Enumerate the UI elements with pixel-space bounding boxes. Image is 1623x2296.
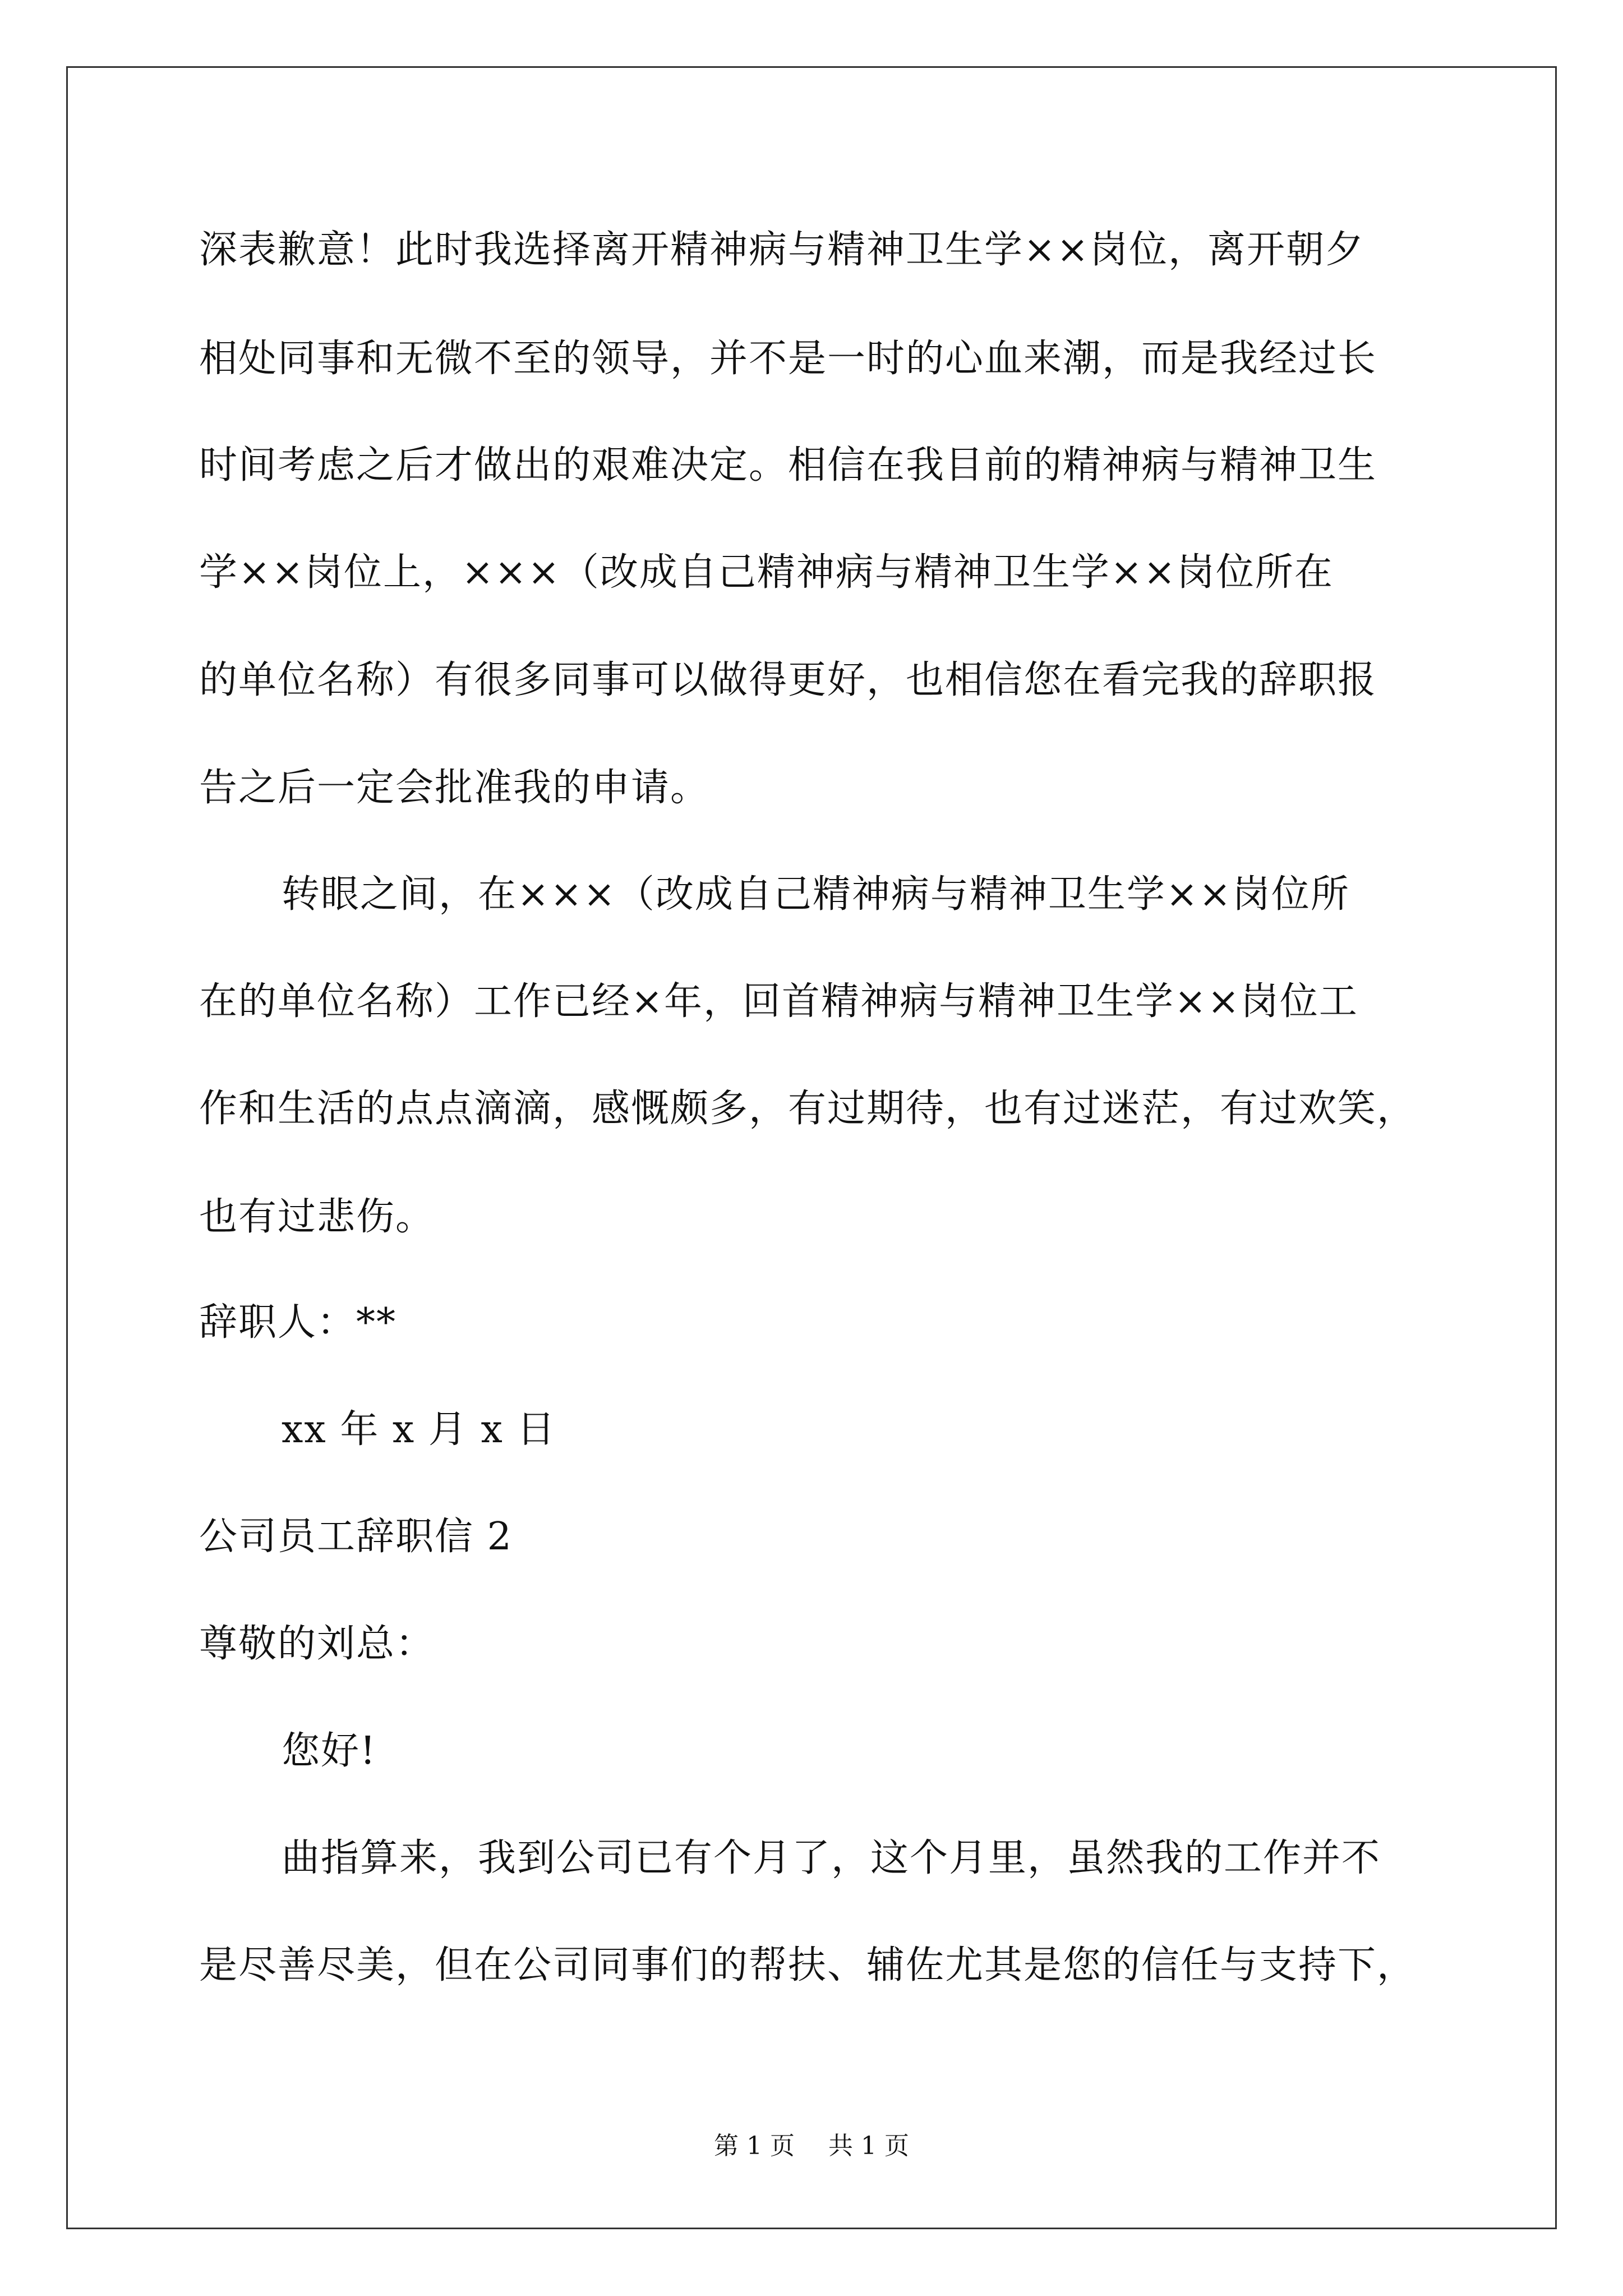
body-line-10: 也有过悲伤。: [199, 1195, 435, 1239]
body-line-12: 是尽善尽美，但在公司同事们的帮扶、辅佐尤其是您的信任与支持下，: [199, 1943, 1417, 1987]
page-total: 共 1 页: [828, 2132, 909, 2160]
section-title: 公司员工辞职信 2: [199, 1515, 513, 1559]
body-line-8: 在的单位名称）工作已经×年，回首精神病与精神卫生学××岗位工: [199, 979, 1358, 1024]
page-border: [66, 66, 1557, 2229]
body-line-4: 学××岗位上，×××（改成自己精神病与精神卫生学××岗位所在: [199, 550, 1334, 595]
body-line-9: 作和生活的点点滴滴，感慨颇多，有过期待，也有过迷茫，有过欢笑，: [199, 1087, 1417, 1131]
page-footer: [0, 2129, 1623, 2163]
resigner-line: 辞职人：**: [199, 1300, 397, 1345]
salutation: 尊敬的刘总：: [199, 1622, 435, 1666]
date-line: xx 年 x 月 x 日: [282, 1407, 556, 1452]
body-line-3: 时间考虑之后才做出的艰难决定。相信在我目前的精神病与精神卫生: [199, 443, 1377, 487]
greeting: 您好!: [282, 1729, 377, 1773]
body-line-2: 相处同事和无微不至的领导，并不是一时的心血来潮，而是我经过长: [199, 337, 1377, 381]
body-line-5: 的单位名称）有很多同事可以做得更好，也相信您在看完我的辞职报: [199, 658, 1377, 702]
body-line-6: 告之后一定会批准我的申请。: [199, 766, 710, 810]
body-line-1: 深表歉意！此时我选择离开精神病与精神卫生学××岗位，离开朝夕: [199, 228, 1364, 272]
page-number: 第 1 页: [714, 2132, 795, 2160]
body-line-11: 曲指算来，我到公司已有个月了，这个月里，虽然我的工作并不: [282, 1836, 1381, 1880]
body-line-7: 转眼之间，在×××（改成自己精神病与精神卫生学××岗位所: [282, 872, 1350, 917]
